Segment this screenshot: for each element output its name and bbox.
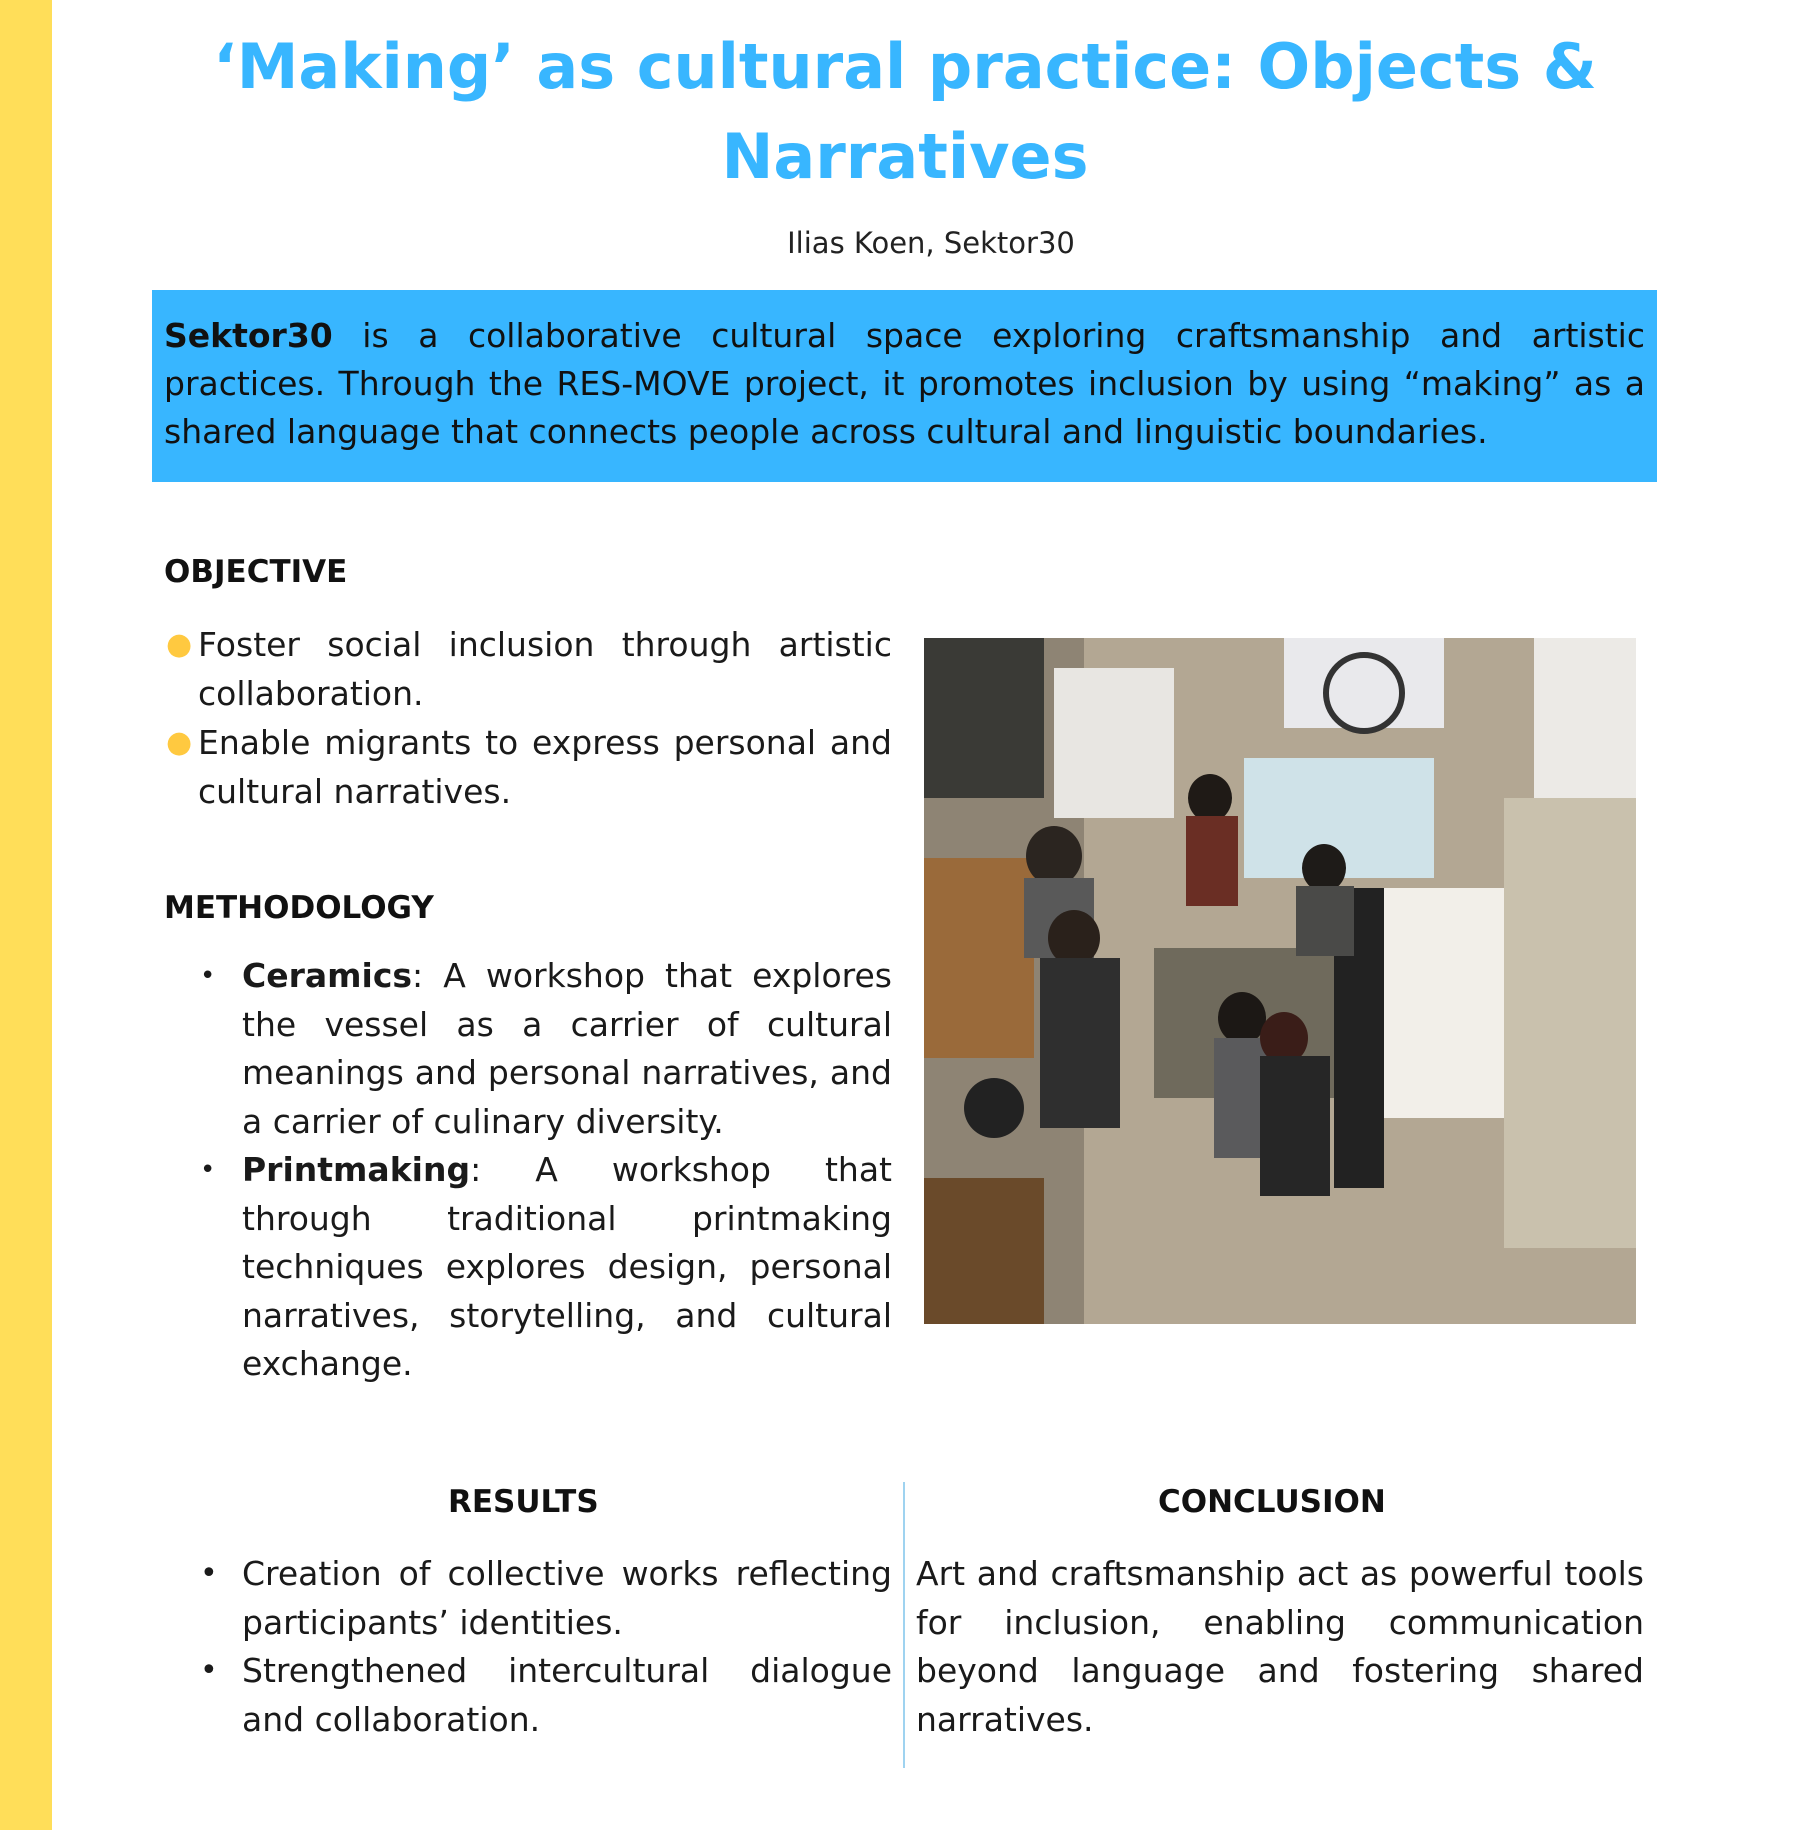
objective-heading: OBJECTIVE [164, 554, 348, 590]
objective-list [162, 620, 892, 816]
results-heading: RESULTS [448, 1484, 599, 1520]
methodology-list [200, 952, 892, 1389]
methodology-heading: METHODOLOGY [164, 890, 434, 926]
workshop-photo [924, 638, 1636, 1324]
list-item: • Creation of collective works reflecting participants’ identities. [200, 1550, 892, 1647]
intro-text: is a collaborative cultural space exploring craftsmanship and artistic practices. Through the RES-MOVE project, it promotes inclusion by using “making” as a shared language that connects people across cultural and linguistic boundaries. [164, 316, 1645, 451]
bullet-icon: • [200, 961, 216, 991]
conclusion-text: Art and craftsmanship act as powerful tools for inclusion, enabling communication beyond language and fostering shared narratives. [916, 1554, 1644, 1739]
bullet-icon: ● [166, 627, 193, 662]
intro-box [152, 290, 1657, 482]
bullet-icon: • [200, 1653, 218, 1688]
bullet-icon: • [200, 1155, 216, 1185]
results-list [200, 1550, 892, 1744]
page-title: ‘Making’ as cultural practice: Objects & Narratives [213, 30, 1597, 193]
list-item: ● Foster social inclusion through artistic collaboration. [162, 620, 892, 718]
list-item: • Strengthened intercultural dialogue and collaboration. [200, 1647, 892, 1744]
workshop-photo-illustration [924, 638, 1636, 1324]
yellow-side-bar [0, 0, 52, 1830]
intro-bold: Sektor30 [164, 316, 333, 355]
list-item: • Printmaking: A workshop that through traditional printmaking techniques explores design, personal narratives, storytelling, and cultural exchange. [200, 1146, 892, 1389]
bullet-icon: ● [166, 725, 193, 760]
column-divider [903, 1482, 905, 1768]
author-line: Ilias Koen, Sektor30 [787, 226, 1075, 260]
conclusion-heading: CONCLUSION [1158, 1484, 1386, 1520]
list-item: ● Enable migrants to express personal and cultural narratives. [162, 718, 892, 816]
list-item: • Ceramics: A workshop that explores the vessel as a carrier of cultural meanings and personal narratives, and a carrier of culinary diversity. [200, 952, 892, 1146]
bullet-icon: • [200, 1556, 218, 1591]
